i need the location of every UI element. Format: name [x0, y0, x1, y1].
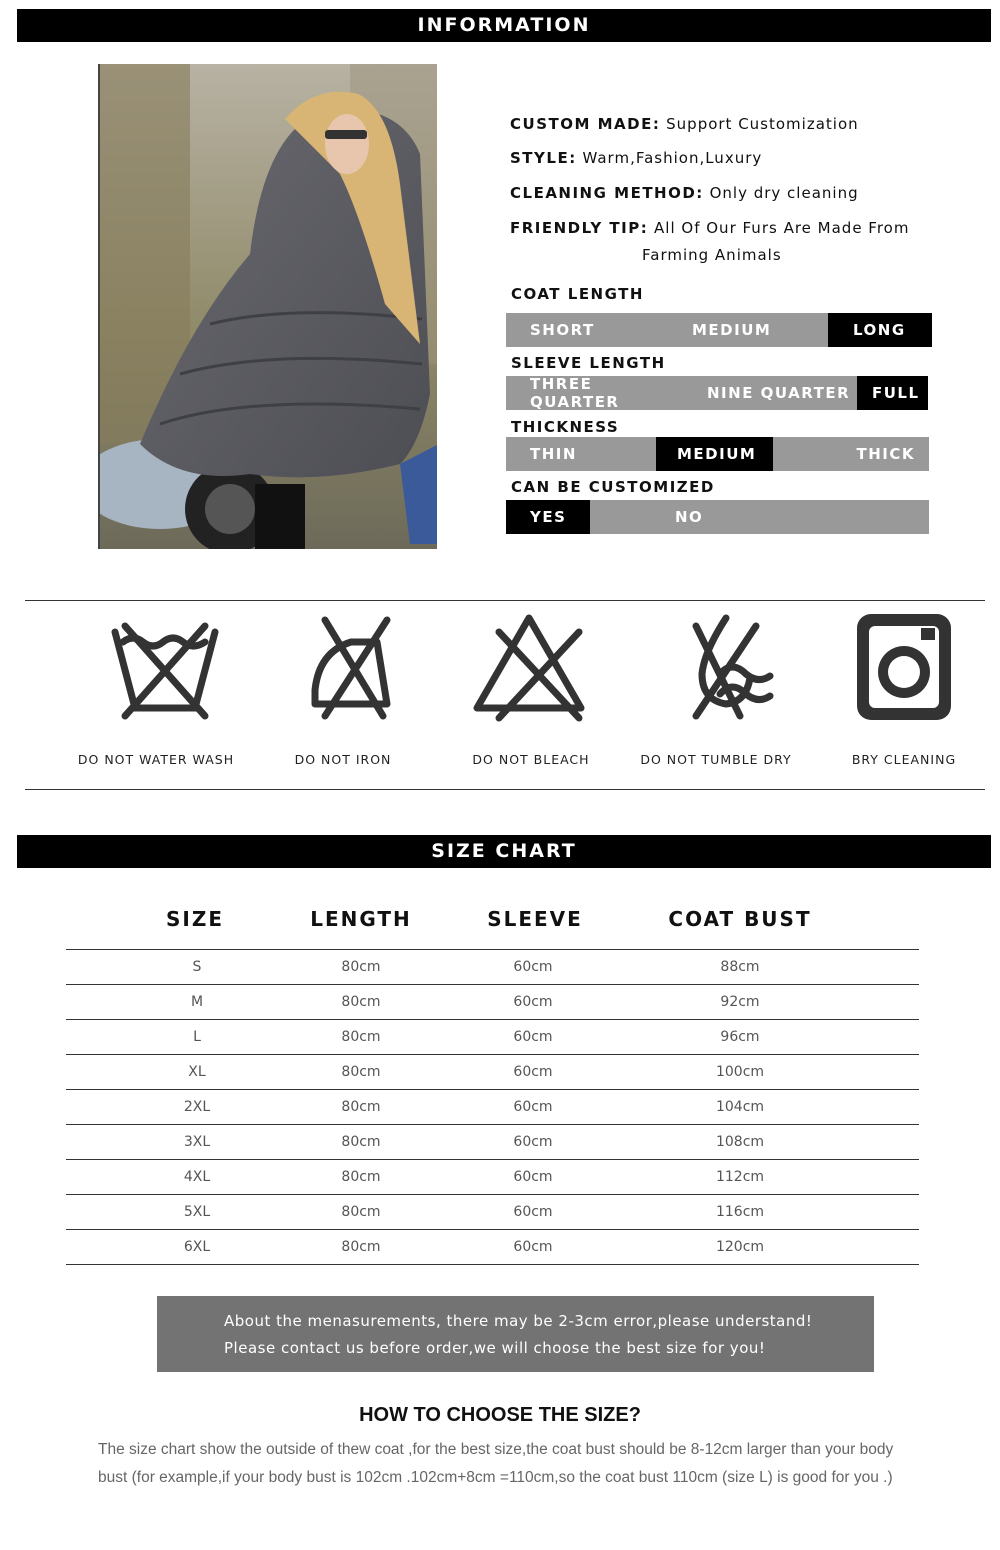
cell-length: 80cm [328, 1090, 394, 1125]
care-bottom-divider [25, 789, 985, 790]
no-water-wash-icon [85, 612, 225, 722]
option-thick[interactable]: THICK [856, 445, 915, 463]
option-long[interactable]: LONG [828, 313, 932, 347]
cell-size: L [66, 1020, 328, 1055]
option-thin[interactable]: THIN [530, 445, 577, 463]
cell-sleeve: 60cm [394, 985, 672, 1020]
cell-coat-bust: 120cm [672, 1230, 919, 1265]
no-bleach-icon [459, 612, 599, 722]
option-three-quarter[interactable]: THREE QUARTER [530, 375, 620, 411]
cell-size: 3XL [66, 1125, 328, 1160]
info-value: Support Customization [666, 115, 859, 133]
cell-size: 5XL [66, 1195, 328, 1230]
cell-coat-bust: 104cm [672, 1090, 919, 1125]
how-to-choose-title: HOW TO CHOOSE THE SIZE? [359, 1404, 641, 1426]
cell-length: 80cm [328, 950, 394, 985]
cell-length: 80cm [328, 1195, 394, 1230]
product-photo [98, 64, 437, 549]
option-no[interactable]: NO [675, 508, 704, 526]
option-nine-quarter[interactable]: NINE QUARTER [707, 384, 851, 402]
info-key: STYLE: [510, 149, 577, 167]
cell-sleeve: 60cm [394, 1055, 672, 1090]
sleeve-length-options [506, 376, 928, 410]
info-key: CLEANING METHOD: [510, 184, 704, 202]
cell-sleeve: 60cm [394, 1090, 672, 1125]
cell-size: S [66, 950, 328, 985]
cell-coat-bust: 116cm [672, 1195, 919, 1230]
info-key: FRIENDLY TIP: [510, 219, 649, 237]
option-full[interactable]: FULL [857, 376, 928, 410]
cell-coat-bust: 88cm [672, 950, 919, 985]
care-item-no-wash [60, 612, 250, 722]
no-tumble-dry-icon [646, 612, 786, 722]
cell-length: 80cm [328, 1020, 394, 1055]
cell-sleeve: 60cm [394, 1195, 672, 1230]
sleeve-length-label: SLEEVE LENGTH [511, 354, 666, 372]
cell-sleeve: 60cm [394, 1230, 672, 1265]
measurement-note [157, 1296, 874, 1372]
care-item-no-bleach [434, 612, 624, 722]
info-value: Warm,Fashion,Luxury [582, 149, 763, 167]
table-row [66, 1090, 919, 1125]
info-value: Only dry cleaning [709, 184, 859, 202]
cell-length: 80cm [328, 985, 394, 1020]
cell-sleeve: 60cm [394, 1125, 672, 1160]
friendly-tip-line2: Farming Animals [642, 246, 782, 264]
table-row [66, 1125, 919, 1160]
cell-sleeve: 60cm [394, 1020, 672, 1055]
info-custom-made [510, 115, 859, 133]
cell-length: 80cm [328, 1125, 394, 1160]
cell-length: 80cm [328, 1055, 394, 1090]
care-label-no-wash: DO NOT WATER WASH [77, 752, 235, 767]
cell-coat-bust: 92cm [672, 985, 919, 1020]
info-friendly-tip [510, 219, 909, 237]
cell-sleeve: 60cm [394, 950, 672, 985]
note-line-2: Please contact us before order,we will choose the best size for you! [224, 1339, 766, 1357]
care-label-no-bleach: DO NOT BLEACH [472, 752, 590, 767]
cell-coat-bust: 112cm [672, 1160, 919, 1195]
option-yes[interactable]: YES [506, 500, 590, 534]
size-table [66, 949, 919, 1265]
care-item-no-tumble-dry [621, 612, 811, 722]
thickness-options [506, 437, 929, 471]
option-medium-thickness[interactable]: MEDIUM [656, 437, 773, 471]
cell-length: 80cm [328, 1230, 394, 1265]
cell-sleeve: 60cm [394, 1160, 672, 1195]
table-row [66, 1055, 919, 1090]
cell-size: M [66, 985, 328, 1020]
header-coat-bust: COAT BUST [668, 907, 812, 931]
care-label-no-tumble-dry: DO NOT TUMBLE DRY [640, 752, 792, 767]
info-value: All Of Our Furs Are Made From [654, 219, 910, 237]
thickness-label: THICKNESS [511, 418, 620, 436]
cell-size: 4XL [66, 1160, 328, 1195]
cell-coat-bust: 100cm [672, 1055, 919, 1090]
care-item-dry-cleaning [809, 612, 999, 722]
care-item-no-iron [248, 612, 438, 722]
cell-coat-bust: 108cm [672, 1125, 919, 1160]
how-to-choose-text: The size chart show the outside of thew coat ,for the best size,the coat bust should be 8-12cm larger than your body bust (for example,if your body bust is 102cm .102cm+8cm =110cm,so the coat bust 110cm (size L) is good for you .) [98, 1441, 894, 1486]
care-label-no-iron: DO NOT IRON [294, 752, 392, 767]
info-key: CUSTOM MADE: [510, 115, 661, 133]
header-sleeve: SLEEVE [487, 907, 583, 931]
table-row [66, 950, 919, 985]
camera-icon [854, 612, 954, 722]
header-length: LENGTH [310, 907, 412, 931]
cell-size: 2XL [66, 1090, 328, 1125]
table-row [66, 985, 919, 1020]
customized-options [506, 500, 929, 534]
care-top-divider [25, 600, 985, 601]
cell-size: XL [66, 1055, 328, 1090]
no-iron-icon [273, 612, 413, 722]
coat-length-options [506, 313, 932, 347]
table-row [66, 1195, 919, 1230]
table-row [66, 1020, 919, 1055]
customized-label: CAN BE CUSTOMIZED [511, 478, 715, 496]
note-line-1: About the menasurements, there may be 2-3cm error,please understand! [224, 1312, 813, 1330]
care-label-dry-cleaning: BRY CLEANING [851, 752, 957, 767]
coat-length-label: COAT LENGTH [511, 285, 644, 303]
cell-coat-bust: 96cm [672, 1020, 919, 1055]
table-row [66, 1160, 919, 1195]
header-size: SIZE [165, 907, 224, 931]
table-row [66, 1230, 919, 1265]
option-short[interactable]: SHORT [530, 321, 595, 339]
cell-length: 80cm [328, 1160, 394, 1195]
cell-size: 6XL [66, 1230, 328, 1265]
information-banner: INFORMATION [17, 9, 991, 42]
info-style [510, 149, 762, 167]
info-cleaning-method [510, 184, 859, 202]
size-chart-banner: SIZE CHART [17, 835, 991, 868]
option-medium[interactable]: MEDIUM [692, 321, 772, 339]
